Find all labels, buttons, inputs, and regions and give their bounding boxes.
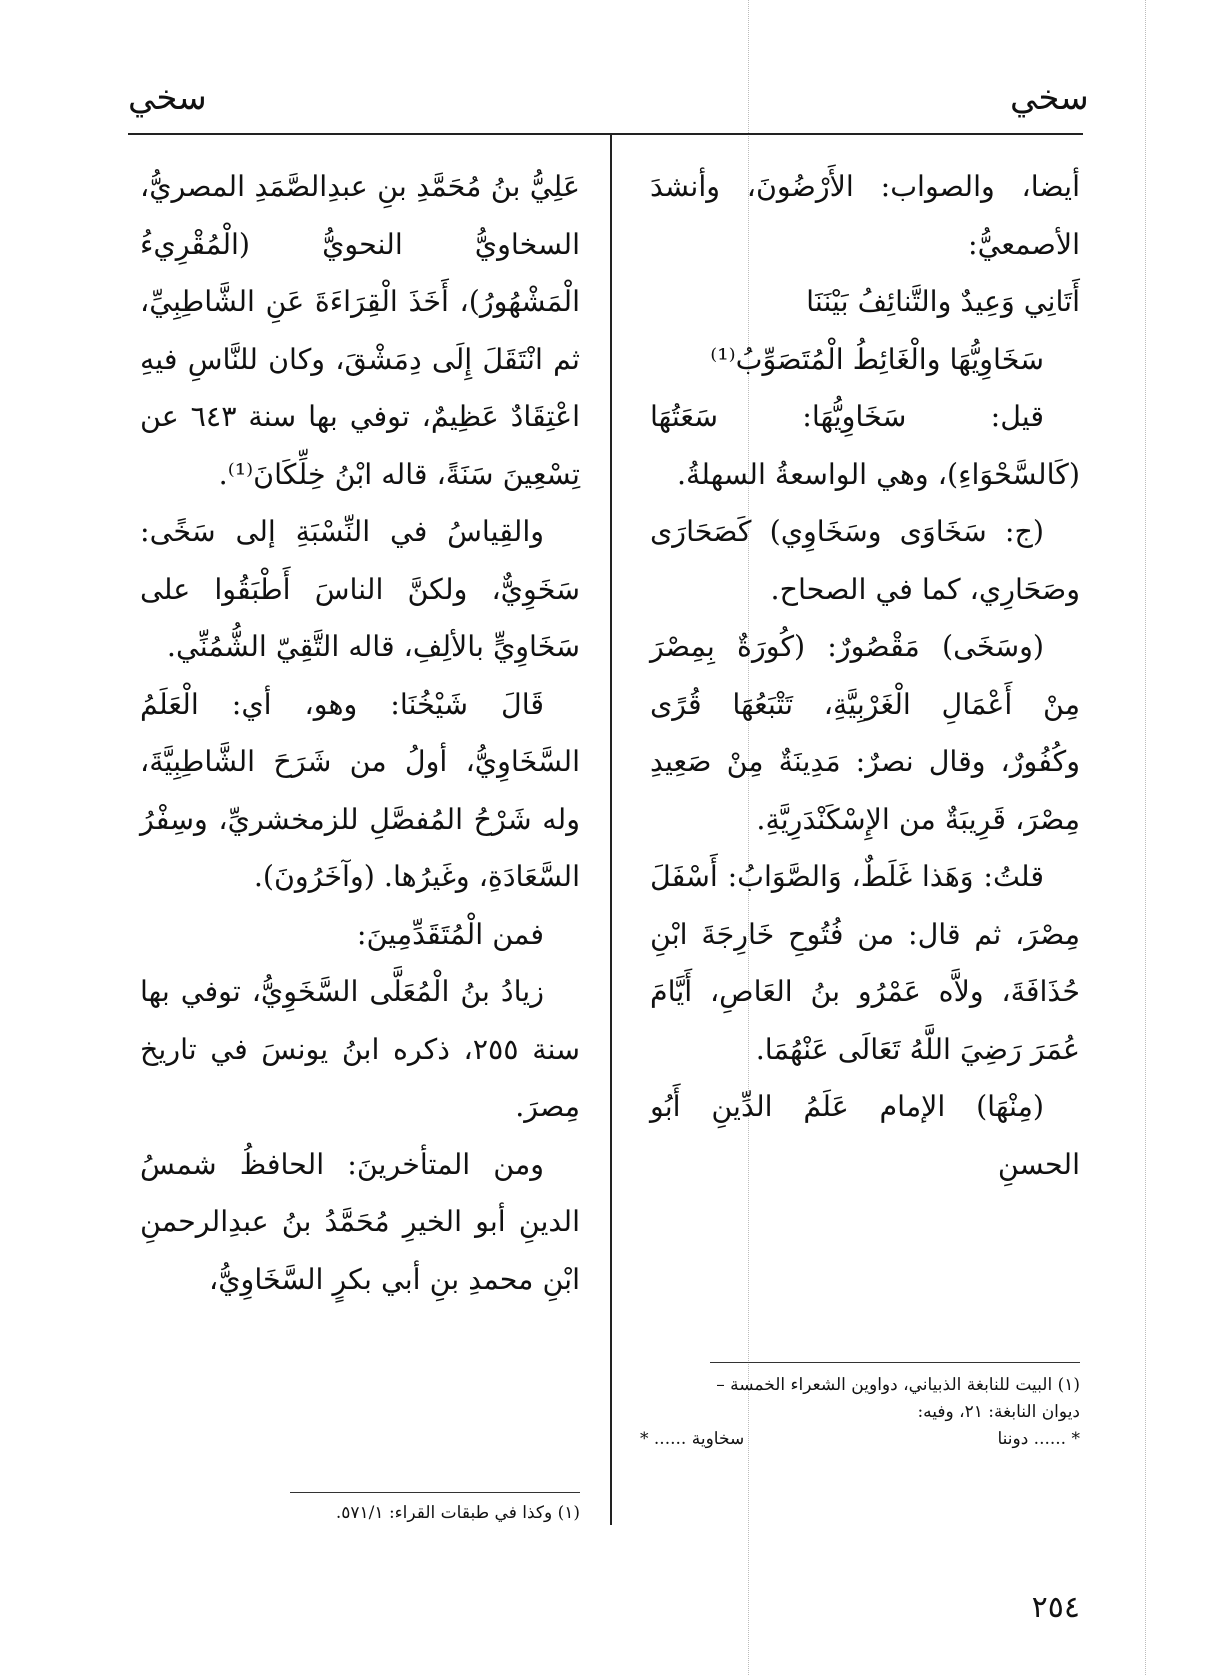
- scan-fold-line: [1145, 0, 1146, 1675]
- verse-line: سَخَاوِيُّهَا والْغَائِطُ الْمُتَصَوِّبُ⁽¹⁾: [710, 342, 1044, 376]
- paragraph: زيادُ بنُ الْمُعَلَّى السَّخَوِيُّ، توفي بها سنة ٢٥٥، ذكره ابنُ يونسَ في تاريخ مِصرَ.: [140, 975, 580, 1123]
- footnote-right: [640, 1372, 1080, 1453]
- paragraph: عَلِيُّ بنُ مُحَمَّدِ بنِ عبدِالصَّمَدِ المصريُّ، السخاويُّ النحويُّ (الْمُقْرِيءُ الْمَشْهُورُ)، أَخَذَ الْقِرَاءَةَ عَنِ الشَّاطِبِيِّ، ثم انْتَقَلَ إِلَى دِمَشْقَ، وكان للنَّاسِ فيهِ اعْتِقَادٌ عَظِيمٌ، توفي بها سنة ٦٤٣ عن تِسْعِينَ سَنَةً، قاله ابْنُ خِلِّكَانَ⁽¹⁾.: [140, 170, 580, 491]
- paragraph: أيضا، والصواب: الأَرْضُونَ، وأنشدَ الأصمعيُّ:: [650, 170, 1080, 261]
- footnote-line: (١) البيت للنابغة الذبياني، دواوين الشعراء الخمسة –: [716, 1375, 1080, 1395]
- footnote-left: [220, 1500, 580, 1527]
- paragraph: والقِياسُ في النِّسْبَةِ إلى سَخًى: سَخَوِيٌّ، ولكنَّ الناسَ أَطْبَقُوا على سَخَاوِيٍّ بالألِفِ، قاله التَّقِيّ الشُّمُنِّي.: [140, 515, 580, 663]
- paragraph: ومن المتأخرينَ: الحافظُ شمسُ الدينِ أبو الخيرِ مُحَمَّدُ بنُ عبدِالرحمنِ ابْنِ محمدِ بنِ أبي بكرٍ السَّخَاوِيُّ،: [140, 1147, 580, 1296]
- paragraph: (مِنْهَا) الإمام عَلَمُ الدِّينِ أَبُو الحسنِ: [650, 1090, 1080, 1181]
- header-rule: [128, 133, 1083, 135]
- footnote-line: (١) وكذا في طبقات القراء: ٥٧١/١.: [335, 1503, 580, 1523]
- footnote-verse: [640, 1426, 1080, 1453]
- footnote-verse-part: * ...... دوننا: [997, 1429, 1080, 1449]
- paragraph: فمن الْمُتَقَدِّمِينَ:: [356, 917, 544, 951]
- right-column: [650, 158, 1080, 1193]
- left-column: [140, 158, 580, 1308]
- page-number: ٢٥٤: [1031, 1590, 1080, 1625]
- footnote-line: ديوان النابغة: ٢١، وفيه:: [917, 1402, 1080, 1422]
- verse-line: أَتَانِي وَعِيدٌ والتَّنائِفُ بَيْنَنَا: [806, 285, 1080, 318]
- paragraph: (ج: سَخَاوَى وسَخَاوِي) كَصَحَارَى وصَحَارِي، كما في الصحاح.: [650, 515, 1080, 606]
- paragraph: قَالَ شَيْخُنَا: وهو، أي: الْعَلَمُ السَّخَاوِيُّ، أولُ من شَرَحَ الشَّاطِبِيَّةَ، وله شَرْحُ المُفصَّلِ للزمخشريِّ، وسِفْرُ السَّعَادَةِ، وغَيرُها. (وآخَرُونَ).: [140, 687, 580, 893]
- paragraph: قلتُ: وَهَذا غَلَطٌ، وَالصَّوَابُ: أَسْفَلَ مِصْرَ، ثم قال: من فُتُوحِ خَارِجَةَ ابْنِ حُذَافَةَ، ولاَّه عَمْرُو بنُ العَاصِ، أَيَّامَ عُمَرَ رَضِيَ اللَّهُ تَعَالَى عَنْهُمَا.: [650, 860, 1080, 1066]
- footnote-rule-left: [290, 1492, 580, 1493]
- column-divider: [610, 135, 612, 1525]
- paragraph: (وسَخَى) مَقْصُورٌ: (كُورَةٌ بِمِصْرَ مِنْ أَعْمَالِ الْغَرْبِيَّةِ، تَتْبَعُهَا قُرًى وكُفُورٌ، وقال نصرٌ: مَدِينَةٌ مِنْ صَعِيدِ مِصْرَ، قَرِيبَةٌ من الإِسْكَنْدَرِيَّةِ.: [650, 630, 1080, 836]
- footnote-rule-right: [710, 1362, 1080, 1363]
- running-header-left: سخي: [128, 78, 207, 118]
- running-header-right: سخي: [1010, 78, 1089, 118]
- footnote-verse-part: سخاوية ...... *: [640, 1429, 745, 1449]
- paragraph: قيل: سَخَاوِيُّهَا: سَعَتُهَا (كَالسَّحْوَاءِ)، وهي الواسعةُ السهلةُ.: [650, 400, 1080, 491]
